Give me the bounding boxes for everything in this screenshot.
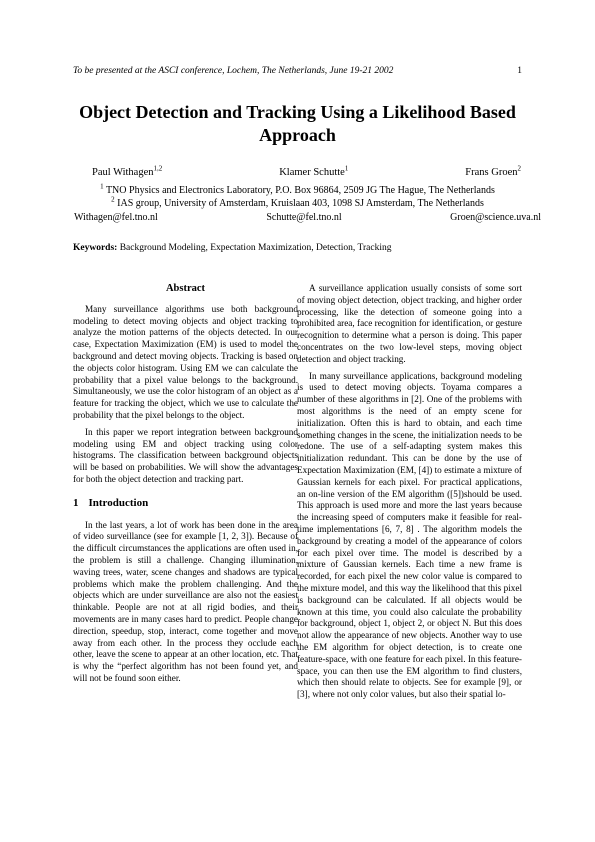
author-affiliation-mark: 2 [517, 164, 521, 173]
section-number: 1 [73, 496, 79, 509]
affiliation [60, 182, 535, 196]
left-column [73, 283, 298, 690]
page-number: 1 [517, 66, 522, 76]
body-paragraph: In the last years, a lot of work has been done in the area of video surveillance (see for example [1, 2, 3]). Because of the difficult circumstances the applications are often used in, the problem is still a challenge. Changing illumination, waving trees, water, scene changes and shadows are typical problems which make the problem challenging. And the objects which are under surveillance are also not the easiest thinkable. People are not at all rigid bodies, and their movements are in many cases hard to predict. People change direction, speedup, stop, interact, come together and move away from each other. In the process they occlude each other, leave the scene to appear at an other location, etc. That is why the “perfect algorithm has not been found yet, and will not be found soon either. [73, 519, 298, 683]
email-address: Withagen@fel.tno.nl [74, 212, 158, 223]
running-header [73, 66, 522, 76]
author [279, 164, 349, 178]
author-affiliation-mark: 1 [344, 164, 349, 173]
body-paragraph: A surveillance application usually consists of some sort of moving object detection, object tracking, and higher order processing, like the detection of someone going into a prohibited area, face recognition for identification, or gesture recognition to determine what a person is doing. This paper concentrates on the two low-level steps, moving object detection and object tracking. [297, 283, 522, 364]
right-column [297, 283, 522, 706]
section-heading [73, 498, 298, 510]
keywords-line [73, 243, 522, 253]
abstract-paragraph: In this paper we report integration between background modeling using EM and object tracking using color histograms. The classification between background objects will be based on probabilities. We will show the advantages for both the object detection and tracking part. [73, 426, 298, 484]
author [465, 164, 521, 178]
email-list [74, 212, 541, 223]
author-name: Frans Groen [465, 167, 518, 178]
keywords-label: Keywords: [73, 243, 118, 253]
author-list [92, 164, 521, 178]
paper-title: Object Detection and Tracking Using a Likelihood Based Approach [79, 102, 516, 145]
author [92, 164, 163, 178]
affiliation-mark: 1 [100, 182, 104, 191]
section-title: Introduction [88, 496, 149, 509]
email-address: Groen@science.uva.nl [450, 212, 541, 223]
author-name: Paul Withagen [92, 167, 154, 178]
affiliation [60, 195, 535, 209]
author-affiliation-mark: 1,2 [153, 164, 163, 173]
running-head-text: To be presented at the ASCI conference, Lochem, The Netherlands, June 19-21 2002 [73, 66, 394, 76]
author-name: Klamer Schutte [279, 167, 345, 178]
abstract-paragraph: Many surveillance algorithms use both background modeling to detect moving objects and object tracking to analyze the motion patterns of the objects detected. In our case, Expectation Maximization (EM) is used to model the background and detect moving objects. Tracking is based on the objects color histogram. Using EM we can calculate the probability that a pixel value belongs to the background. Simultaneously, we use the color histogram of an object as a feature for tracking the object, which we use to calculate the probability that the pixel belongs to the object. [73, 303, 298, 420]
body-paragraph: In many surveillance applications, background modeling is used to detect moving objects. Toyama compares a number of these algorithms in [2]. One of the problems with most algorithms is the need of an empty scene for initialization. Often this is hard to obtain, and each time something changes in the scene, the initialization needs to be redone. The use of a self-adapting system makes this initialization redundant. This can be done by the use of Expectation Maximization (EM, [4]) to estimate a mixture of Gaussian kernels for each pixel. For practical applications, an on-line version of the EM algorithm ([5])should be used. This approach is used more and more the last years because the increasing speed of computers make it feasible for real-time implementations [6, 7, 8] . The algorithm models the background by creating a model of the appearance of colors for each pixel over time. The model is described by a mixture of Gaussian kernels. Each time a new frame is recorded, for each pixel the new color value is compared to the mixture model, and this way the likelihood that this pixel is background can be calculated. If all objects would be known at this time, you could also calculate the probability for background, object 1, object 2, or object N. But this does not allow the appearance of new objects. Another way to use the EM algorithm for object detection, is to create one feature-space, with one feature for each pixel. In this feature-space, you can then use the EM algorithm to find clusters, which then should relate to objects. See for example [9], or [3], where not only color values, but also their spatial lo- [297, 370, 522, 700]
affiliation-text: TNO Physics and Electronics Laboratory, P.O. Box 96864, 2509 JG The Hague, The Netherlands [105, 185, 495, 196]
affiliation-mark: 2 [111, 195, 115, 204]
abstract-heading: Abstract [165, 283, 206, 294]
keywords-text: Background Modeling, Expectation Maximization, Detection, Tracking [119, 243, 392, 253]
affiliation-text: IAS group, University of Amsterdam, Kruislaan 403, 1098 SJ Amsterdam, The Netherlands [117, 198, 484, 209]
email-address: Schutte@fel.tno.nl [266, 212, 342, 223]
